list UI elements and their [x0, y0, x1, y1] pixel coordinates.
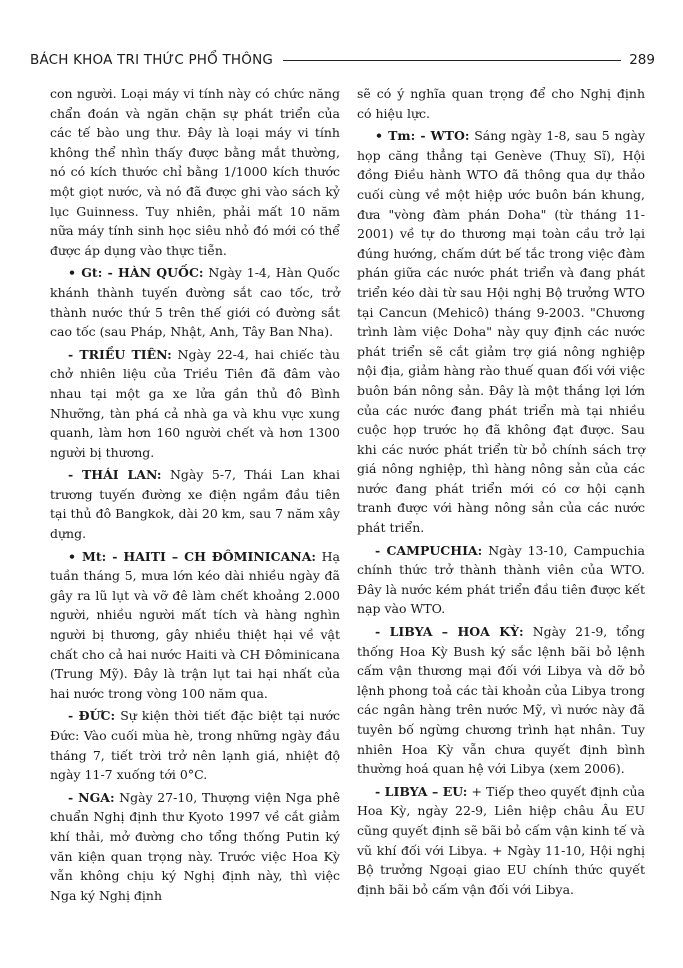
paragraph: - LIBYA – HOA KỲ: Ngày 21-9, tổng thống Hoa Kỳ Bush ký sắc lệnh bãi bỏ lệnh cấm vận thương mại đối với Libya và dỡ bỏ lệnh phong toả các tài khoản của Libya trong các ngân hàng trên nước Mỹ, vì nước này đã tuyên bố ngừng chương trình hạt nhân. Tuy nhiên Hoa Kỳ vẫn chưa quyết định bình thường hoá quan hệ với Libya (xem 2006). [357, 624, 645, 777]
paragraph: sẽ có ý nghĩa quan trọng để cho Nghị định có hiệu lực. [357, 86, 645, 121]
paragraph: • Gt: - HÀN QUỐC: Ngày 1-4, Hàn Quốc khánh thành tuyến đường sắt cao tốc, trở thành nước thứ 5 trên thế giới có đường sắt cao tốc (sau Pháp, Nhật, Anh, Tây Ban Nha). [50, 265, 340, 340]
left-column [50, 84, 340, 908]
paragraph-lead: • Tm: - WTO: [375, 128, 470, 144]
page-header [30, 50, 655, 70]
paragraph-lead: • Mt: - HAITI – CH ĐÔMINICANA: [68, 548, 317, 564]
paragraph: - ĐỨC: Sự kiện thời tiết đặc biệt tại nước Đức: Vào cuối mùa hè, trong những ngày đầu tháng 7, tiết trời trở nên lạnh giá, nhiệt độ ngày 11-7 xuống tới 0°C. [50, 708, 340, 783]
right-column [357, 84, 645, 902]
paragraph: - LIBYA – EU: + Tiếp theo quyết định của Hoa Kỳ, ngày 22-9, Liên hiệp châu Âu EU cũng quyết định sẽ bãi bỏ cấm vận kinh tế và vũ khí đối với Libya. + Ngày 11-10, Hội nghị Bộ trưởng Ngoại giao EU chính thức quyết định bãi bỏ cấm vận đối với Libya. [357, 783, 645, 897]
paragraph: - NGA: Ngày 27-10, Thượng viện Nga phê chuẩn Nghị định thư Kyoto 1997 về cắt giảm khí thải, mở đường cho tổng thống Putin ký văn kiện quan trọng này. Trước việc Hoa Kỳ vẫn không chịu ký Nghị định này, thì việc Nga ký Nghị định [50, 789, 340, 903]
paragraph-lead: - LIBYA – HOA KỲ: [375, 624, 524, 640]
paragraph: - TRIỀU TIÊN: Ngày 22-4, hai chiếc tàu chở nhiên liệu của Triều Tiên đã đâm vào nhau tại một ga xe lửa gần thủ đô Bình Nhưỡng, tàn phá cả nhà ga và khu vực xung quanh, làm hơn 160 người chết và hơn 1300 người bị thương. [50, 346, 340, 460]
header-rule [283, 60, 621, 61]
paragraph: - CAMPUCHIA: Ngày 13-10, Campuchia chính thức trở thành thành viên của WTO. Đây là nước kém phát triển đầu tiên được kết nạp vào WTO. [357, 542, 645, 617]
paragraph-lead: • Gt: - HÀN QUỐC: [68, 265, 204, 281]
paragraph-lead: - TRIỀU TIÊN: [68, 346, 172, 362]
paragraph-lead: - ĐỨC: [68, 708, 116, 724]
paragraph-lead: - CAMPUCHIA: [375, 542, 483, 558]
paragraph: • Mt: - HAITI – CH ĐÔMINICANA: Hạ tuần tháng 5, mưa lớn kéo dài nhiều ngày đã gây ra lũ lụt và vỡ đê làm chết khoảng 2.000 người, nhiều người mất tích và hàng nghìn người bị thương, gây nhiều thiệt hại về vật chất cho cả hai nước Haiti và CH Đôminicana (Trung Mỹ). Đây là trận lụt tai hại nhất của hai nước trong vòng 100 năm qua. [50, 548, 340, 701]
paragraph: con người. Loại máy vi tính này có chức năng chẩn đoán và ngăn chặn sự phát triển của các tế bào ung thư. Đây là loại máy vi tính không thể nhìn thấy được bằng mắt thường, nó có kích thước chỉ bằng 1/1000 kích thước một giọt nước, và nó đã được ghi vào sách kỷ lục Guinness. Tuy nhiên, phải mất 10 năm nữa máy tính sinh học siêu nhỏ đó mới có thể được áp dụng vào thực tiễn. [50, 86, 340, 258]
paragraph-lead: - THÁI LAN: [68, 467, 162, 483]
paragraph-lead: - LIBYA – EU: [375, 783, 468, 799]
page-number: 289 [629, 52, 655, 68]
running-title: BÁCH KHOA TRI THỨC PHỔ THÔNG [30, 52, 274, 68]
paragraph: - THÁI LAN: Ngày 5-7, Thái Lan khai trương tuyến đường xe điện ngầm đầu tiên tại thủ đô Bangkok, dài 20 km, sau 7 năm xây dựng. [50, 467, 341, 542]
paragraph: • Tm: - WTO: Sáng ngày 1-8, sau 5 ngày họp căng thẳng tại Genève (Thuỵ Sĩ), Hội đồng Điều hành WTO đã thông qua dự thảo cuối cùng về một hiệp ước buôn bán khung, đưa "vòng đàm phán Doha" (từ tháng 11-2001) về tự do thương mại toàn cầu trở lại đúng hướng, chấm dứt bế tắc trong việc đàm phán giữa các nước phát triển và đang phát triển kéo dài từ sau Hội nghị Bộ trưởng WTO tại Cancun (Mehicô) tháng 9-2003. "Chương trình làm việc Doha" này quy định các nước phát triển sẽ cắt giảm trợ giá nông nghiệp nội địa, giảm hàng rào thuế quan đối với việc buôn bán nông sản. Đây là một thắng lợi lớn của các nước đang phát triển mà tại nhiều cuộc họp trước họ đã không đạt được. Sau khi các nước phát triển từ bỏ chính sách trợ giá nông nghiệp, thì hàng nông sản của các nước đang phát triển mới có cơ hội cạnh tranh được với hàng nông sản của các nước phát triển. [357, 128, 646, 536]
paragraph-lead: - NGA: [68, 789, 115, 805]
